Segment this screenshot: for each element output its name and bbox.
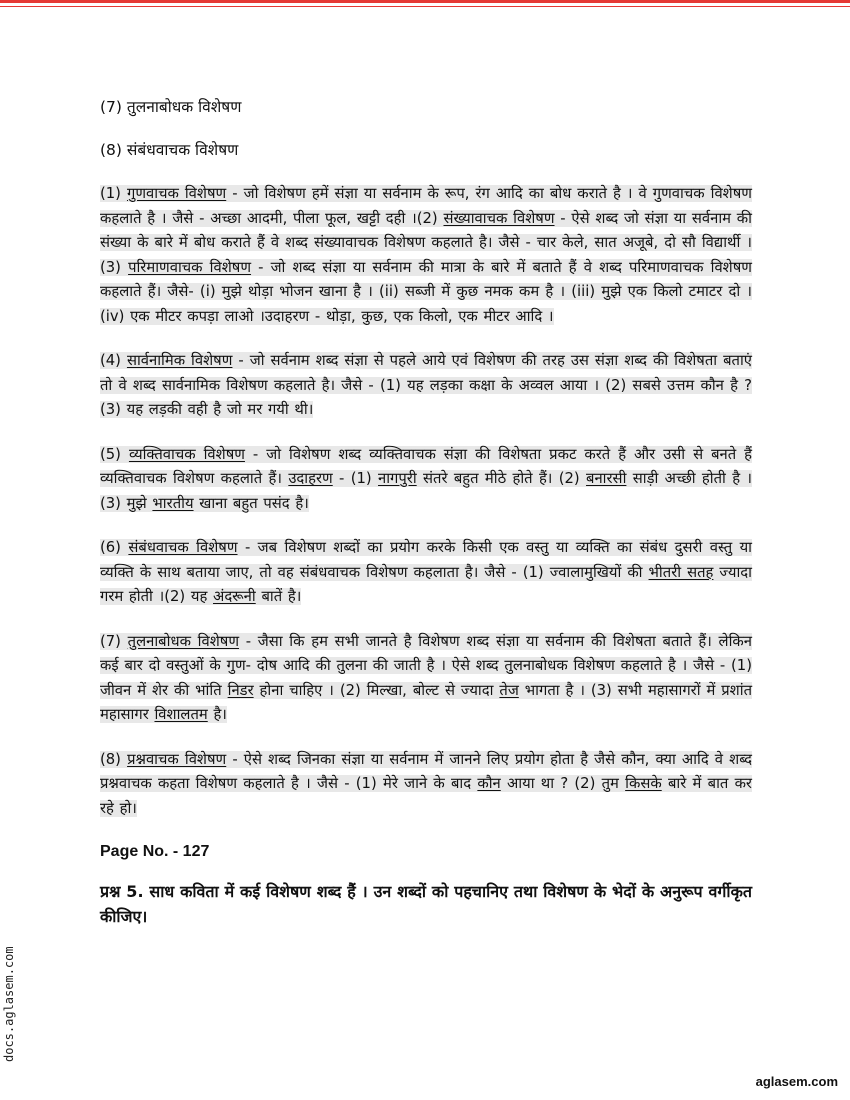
example-word: किसके <box>625 775 662 792</box>
text: होना चाहिए । (2) मिल्खा, बोल्ट से ज्यादा <box>253 681 500 699</box>
example-word: नागपुरी <box>378 470 417 487</box>
highlighted-text <box>100 633 752 724</box>
heading-line-8: (8) संबंधवाचक विशेषण <box>100 141 239 159</box>
definition-text: - जो विशेषण शब्द व्यक्तिवाचक संज्ञा की विशेषता प्रकट करते हैं और उसी से बनते हैं व्यक्तिवाचक विशेषण कहलाते हैं। <box>100 445 752 487</box>
text: आया था ? (2) तुम <box>500 775 626 792</box>
example-word: भीतरी सतह <box>648 563 714 581</box>
example-word: बनारसी <box>586 470 627 487</box>
term-sarvanamik: सार्वनामिक विशेषण <box>126 352 233 369</box>
highlighted-text <box>100 352 752 418</box>
highlighted-text <box>100 185 752 325</box>
top-red-rule-thin <box>0 6 850 7</box>
example-word: तेज <box>499 681 519 699</box>
text: ज्यादा गरम होती ।(2) यह <box>100 563 752 605</box>
definition-text: - जब विशेषण शब्दों का प्रयोग करके किसी एक वस्तु या व्यक्ति का संबंध दुसरी वस्तु या व्यक्ति के साथ बताया जाए, तो वह संबंधवाचक विशेषण कहलाता है। जैसे - (1) ज्वालामुखियों की <box>100 539 752 581</box>
term-vyaktivachak: व्यक्तिवाचक विशेषण <box>128 445 245 463</box>
term-parimanvachak: परिमाणवाचक विशेषण <box>128 258 252 276</box>
definition-text: - जो सर्वनाम शब्द संज्ञा से पहले आये एवं विशेषण की तरह उस संज्ञा शब्द की विशेषता बताएं तो वे शब्द सार्वनामिक विशेषण कहलाते है। जैसे - (1) यह लड़का कक्षा के अव्वल आया । (2) सबसे उत्तम कौन है ? (3) यह लड़की वही है जो मर गयी थी। <box>100 352 752 418</box>
paragraph-5 <box>100 443 752 517</box>
highlighted-text <box>100 751 752 817</box>
paragraph-1-3 <box>100 182 752 329</box>
definition-text: - ऐसे शब्द जो संज्ञा या सर्वनाम की संख्या के बारे में बोध कराते हैं वे शब्द संख्यावाचक विशेषण कहलाते है। जैसे - चार केले, सात अजूबे, दो सौ विद्यार्थी ।(3) <box>100 209 752 276</box>
example-word: निडर <box>227 681 254 699</box>
term-prashnavachak: प्रश्नवाचक विशेषण <box>127 750 227 768</box>
example-word: कौन <box>477 775 501 792</box>
text: साड़ी अच्छी होती है । (3) मुझे <box>100 470 752 512</box>
paragraph-6 <box>100 536 752 610</box>
term-tulnabodhak: तुलनाबोधक विशेषण <box>127 632 240 650</box>
side-watermark-url: docs.aglasem.com <box>2 946 16 1062</box>
text: है। <box>207 706 227 723</box>
text: - (1) <box>332 470 379 487</box>
definition-text: - जैसा कि हम सभी जानते है विशेषण शब्द संज्ञा या सर्वनाम की विशेषता बताते हैं। लेकिन कई बार दो वस्तुओं के गुण- दोष आदि की तुलना की जाती है । ऐसे शब्द तुलनाबोधक विशेषण कहलाते है । जैसे - (1) जीवन में शेर की भांति <box>100 632 752 699</box>
highlighted-text <box>100 446 752 512</box>
highlighted-text <box>100 539 752 605</box>
definition-text: - जो शब्द संज्ञा या सर्वनाम की मात्रा के बारे में बताते हैं वे शब्द परिमाणवाचक विशेषण कहलाते हैं। जैसे- (i) मुझे थोड़ा भोजन खाना है । (ii) सब्जी में कुछ नमक कम है । (iii) मुझे एक किलो टमाटर दो । (iv) एक मीटर कपड़ा लाओ ।उदाहरण - थोड़ा, कुछ, एक किलो, एक मीटर आदि । <box>100 258 752 325</box>
page-number: Page No. - 127 <box>100 843 210 860</box>
paragraph-7 <box>100 630 752 728</box>
text: भागता है । (3) सभी महासागरों में प्रशांत महासागर <box>100 681 753 723</box>
example-word: अंदरूनी <box>213 588 256 605</box>
number: (1) <box>100 185 127 202</box>
question-5: प्रश्न 5. साध कविता में कई विशेषण शब्द हैं । उन शब्दों को पहचानिए तथा विशेषण के भेदों के अनुरूप वर्गीकृत कीजिए। <box>100 882 752 926</box>
number: (5) <box>100 445 129 463</box>
term-gunvachak: गुणवाचक विशेषण <box>126 185 227 202</box>
paragraph-4 <box>100 349 752 423</box>
paragraph-8 <box>100 748 752 822</box>
top-red-rule <box>0 0 850 3</box>
heading-line-7: (7) तुलनाबोधक विशेषण <box>100 98 242 116</box>
number: (7) <box>100 632 128 650</box>
example-word: भारतीय <box>152 494 194 512</box>
number: (8) <box>100 750 128 768</box>
definition-text: - ऐसे शब्द जिनका संज्ञा या सर्वनाम में जानने लिए प्रयोग होता है जैसे कौन, क्या आदि वे शब्द प्रश्नवाचक कहता विशेषण कहलाते है । जैसे - (1) मेरे जाने के बाद <box>100 750 752 792</box>
example-word: विशालतम <box>154 706 208 723</box>
document-body <box>100 96 752 929</box>
text: बातें है। <box>255 588 302 605</box>
number: (4) <box>100 352 127 369</box>
term-sankhyavachak: संख्यावाचक विशेषण <box>443 209 555 227</box>
definition-text: - जो विशेषण हमें संज्ञा या सर्वनाम के रूप, रंग आदि का बोध कराते है । वे गुणवाचक विशेषण कहलाते है । जैसे - अच्छा आदमी, पीला फूल, खट्टी दही ।(2) <box>100 185 752 227</box>
example-label: उदाहरण <box>288 470 333 487</box>
text: खाना बहुत पसंद है। <box>193 494 309 512</box>
number: (6) <box>100 539 129 556</box>
footer-brand: aglasem.com <box>755 1074 838 1089</box>
term-sambandhvachak: संबंधवाचक विशेषण <box>128 539 238 556</box>
text: संतरे बहुत मीठे होते हैं। (2) <box>416 470 587 487</box>
text: बारे में बात कर रहे हो। <box>100 775 752 817</box>
